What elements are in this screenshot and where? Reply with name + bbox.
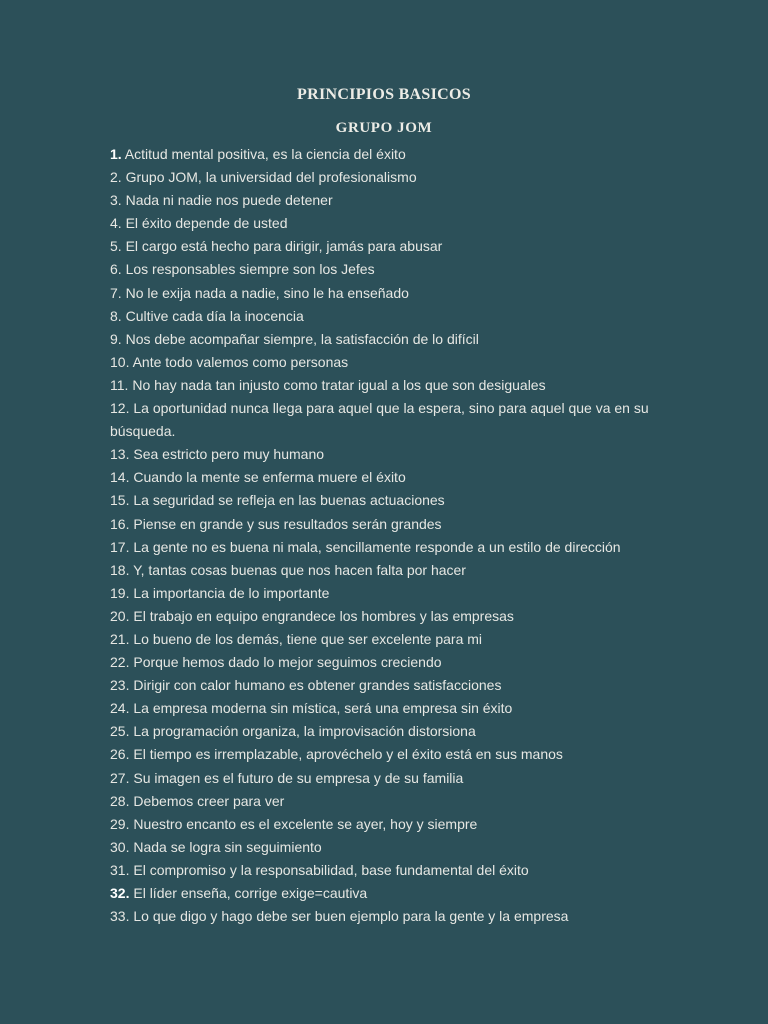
list-item [110, 743, 670, 766]
item-text: Su imagen es el futuro de su empresa y de su familia [129, 769, 464, 786]
item-text: La empresa moderna sin mística, será una empresa sin éxito [129, 700, 513, 717]
list-item [110, 605, 670, 628]
item-text: Dirigir con calor humano es obtener grandes satisfacciones [129, 677, 502, 694]
item-text: La seguridad se refleja en las buenas actuaciones [129, 492, 445, 509]
item-number: 25. [110, 723, 130, 740]
item-number: 16. [110, 515, 130, 532]
item-number: 9. [110, 330, 122, 347]
list-item [110, 258, 670, 281]
document-subtitle: GRUPO JOM [335, 120, 433, 136]
item-number: 4. [110, 215, 122, 232]
list-item [110, 674, 670, 697]
item-number: 12. [110, 400, 130, 417]
item-number: 15. [110, 492, 130, 509]
item-number: 26. [110, 746, 130, 763]
item-number: 31. [110, 861, 130, 878]
item-text: La importancia de lo importante [129, 584, 330, 601]
item-text: Los responsables siempre son los Jefes [121, 261, 375, 278]
list-item [110, 836, 670, 859]
item-number: 19. [110, 584, 130, 601]
item-number: 32. [110, 885, 130, 901]
list-item [110, 767, 670, 790]
list-item [110, 466, 670, 489]
list-item [110, 235, 670, 258]
item-text: El cargo está hecho para dirigir, jamás para abusar [121, 238, 443, 255]
list-item [110, 328, 670, 351]
item-text: Nos debe acompañar siempre, la satisfacción de lo difícil [121, 330, 479, 347]
list-item [110, 536, 670, 559]
item-text: No hay nada tan injusto como tratar igual a los que son desiguales [128, 376, 546, 393]
item-text: Y, tantas cosas buenas que nos hacen falta por hacer [129, 561, 466, 578]
item-number: 29. [110, 815, 130, 832]
item-text: Nada ni nadie nos puede detener [121, 192, 333, 209]
item-number: 21. [110, 630, 130, 647]
principles-list [110, 143, 670, 928]
item-text: Cuando la mente se enferma muere el éxito [129, 469, 406, 486]
list-item [110, 489, 670, 512]
list-item [110, 443, 670, 466]
item-number: 5. [110, 238, 122, 255]
item-number: 22. [110, 654, 130, 671]
item-text: El éxito depende de usted [121, 215, 288, 232]
list-item [110, 351, 670, 374]
item-number: 1. [110, 146, 122, 162]
item-number: 17. [110, 538, 130, 555]
list-item [110, 189, 670, 212]
item-number: 33. [110, 908, 130, 925]
list-item [110, 905, 670, 928]
item-text: Porque hemos dado lo mejor seguimos creciendo [129, 654, 442, 671]
list-item [110, 720, 670, 743]
list-item [110, 282, 670, 305]
item-number: 23. [110, 677, 130, 694]
list-item [110, 882, 670, 905]
list-item [110, 859, 670, 882]
item-number: 3. [110, 192, 122, 209]
item-text: Nuestro encanto es el excelente se ayer, hoy y siempre [129, 815, 478, 832]
item-text: Cultive cada día la inocencia [121, 307, 304, 324]
list-item [110, 559, 670, 582]
list-item [110, 513, 670, 536]
item-number: 28. [110, 792, 130, 809]
list-item [110, 651, 670, 674]
list-item [110, 790, 670, 813]
list-item [110, 305, 670, 328]
item-number: 24. [110, 700, 130, 717]
item-number: 6. [110, 261, 122, 278]
item-text: Piense en grande y sus resultados serán grandes [129, 515, 442, 532]
item-text: La oportunidad nunca llega para aquel que la espera, sino para aquel que va en su búsqueda. [110, 400, 649, 440]
item-number: 2. [110, 169, 122, 186]
item-text: La gente no es buena ni mala, sencillamente responde a un estilo de dirección [129, 538, 621, 555]
item-number: 10. [110, 353, 130, 370]
item-number: 30. [110, 838, 130, 855]
list-item [110, 813, 670, 836]
document-title: PRINCIPIOS BASICOS [297, 86, 471, 103]
list-item [110, 697, 670, 720]
item-text: El tiempo es irremplazable, aprovéchelo y el éxito está en sus manos [129, 746, 563, 763]
item-text: Lo que digo y hago debe ser buen ejemplo para la gente y la empresa [129, 908, 569, 925]
item-text: Grupo JOM, la universidad del profesionalismo [121, 169, 417, 186]
item-number: 14. [110, 469, 130, 486]
list-item [110, 212, 670, 235]
list-item [110, 166, 670, 189]
item-text: El líder enseña, corrige exige=cautiva [129, 885, 368, 901]
item-text: Lo bueno de los demás, tiene que ser excelente para mi [129, 630, 483, 647]
item-number: 7. [110, 284, 122, 301]
list-item [110, 143, 670, 166]
item-number: 18. [110, 561, 130, 578]
item-number: 20. [110, 607, 130, 624]
item-text: El trabajo en equipo engrandece los hombres y las empresas [129, 607, 514, 624]
item-number: 27. [110, 769, 130, 786]
item-text: La programación organiza, la improvisación distorsiona [129, 723, 476, 740]
item-text: Debemos creer para ver [129, 792, 285, 809]
item-text: Sea estricto pero muy humano [129, 446, 325, 463]
list-item [110, 397, 670, 443]
item-text: No le exija nada a nadie, sino le ha enseñado [121, 284, 409, 301]
item-number: 11. [110, 376, 129, 393]
item-text: El compromiso y la responsabilidad, base fundamental del éxito [129, 861, 529, 878]
list-item [110, 628, 670, 651]
item-number: 13. [110, 446, 130, 463]
item-number: 8. [110, 307, 122, 324]
list-item [110, 374, 670, 397]
list-item [110, 582, 670, 605]
item-text: Nada se logra sin seguimiento [129, 838, 322, 855]
item-text: Actitud mental positiva, es la ciencia del éxito [121, 146, 406, 162]
item-text: Ante todo valemos como personas [129, 353, 349, 370]
